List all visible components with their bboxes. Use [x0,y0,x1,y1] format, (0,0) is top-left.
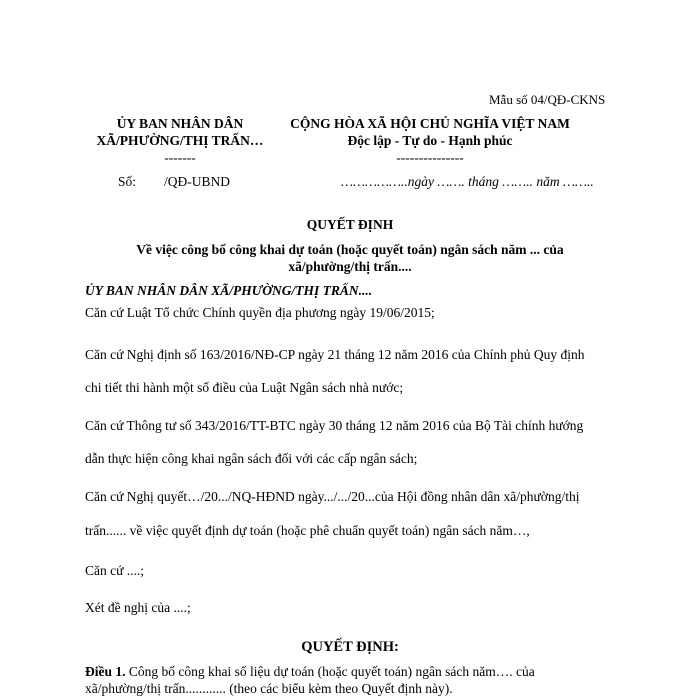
article-1-label: Điều 1. [85,664,126,679]
document-subtitle-line1: Về việc công bố công khai dự toán (hoặc quyết toán) ngân sách năm ... của [136,242,564,257]
basis-paragraph: Căn cứ ....; [85,563,145,578]
basis-paragraph: Căn cứ Nghị định số 163/2016/NĐ-CP ngày 21 tháng 12 năm 2016 của Chính phủ Quy định [85,347,585,362]
document-title: QUYẾT ĐỊNH [306,217,394,232]
left-header-rule: ------- [164,150,196,165]
document-date: ……………..ngày ……. tháng …….. năm …….. [341,174,594,189]
authority-heading: ỦY BAN NHÂN DÂN XÃ/PHƯỜNG/THỊ TRẤN.... [85,283,373,298]
basis-paragraph: Căn cứ Nghị quyết…/20.../NQ-HĐND ngày.../.../20...của Hội đồng nhân dân xã/phường/thị [85,489,580,504]
issuing-authority-line1: ỦY BAN NHÂN DÂN [116,116,244,131]
basis-paragraph: trấn...... về việc quyết định dự toán (hoặc phê chuẩn quyết toán) ngân sách năm…, [85,523,530,538]
article-1-line1 [85,664,535,680]
decision-heading: QUYẾT ĐỊNH: [301,639,399,655]
national-title: CỘNG HÒA XÃ HỘI CHỦ NGHĨA VIỆT NAM [290,116,570,131]
basis-paragraph: dẫn thực hiện công khai ngân sách đối với các cấp ngân sách; [85,451,418,466]
article-1-text: Công bố công khai số liệu dự toán (hoặc quyết toán) ngân sách năm…. của [125,664,535,679]
basis-paragraph: Căn cứ Luật Tổ chức Chính quyền địa phương ngày 19/06/2015; [85,305,435,320]
proposal-paragraph: Xét đề nghị của ....; [85,600,191,615]
form-number: Mẫu số 04/QĐ-CKNS [489,92,606,107]
national-motto: Độc lập - Tự do - Hạnh phúc [347,133,513,148]
document-number-label: Số: [118,174,137,189]
document-subtitle-line2: xã/phường/thị trấn.... [288,259,412,274]
basis-paragraph: chi tiết thi hành một số điều của Luật Ngân sách nhà nước; [85,380,404,395]
right-header-rule: --------------- [396,150,464,165]
document-number-value: /QĐ-UBND [164,174,230,189]
issuing-authority-line2: XÃ/PHƯỜNG/THỊ TRẤN… [96,133,264,148]
article-1-line2: xã/phường/thị trấn............ (theo các biểu kèm theo Quyết định này). [85,681,453,696]
basis-paragraph: Căn cứ Thông tư số 343/2016/TT-BTC ngày 30 tháng 12 năm 2016 của Bộ Tài chính hướng [85,418,584,433]
